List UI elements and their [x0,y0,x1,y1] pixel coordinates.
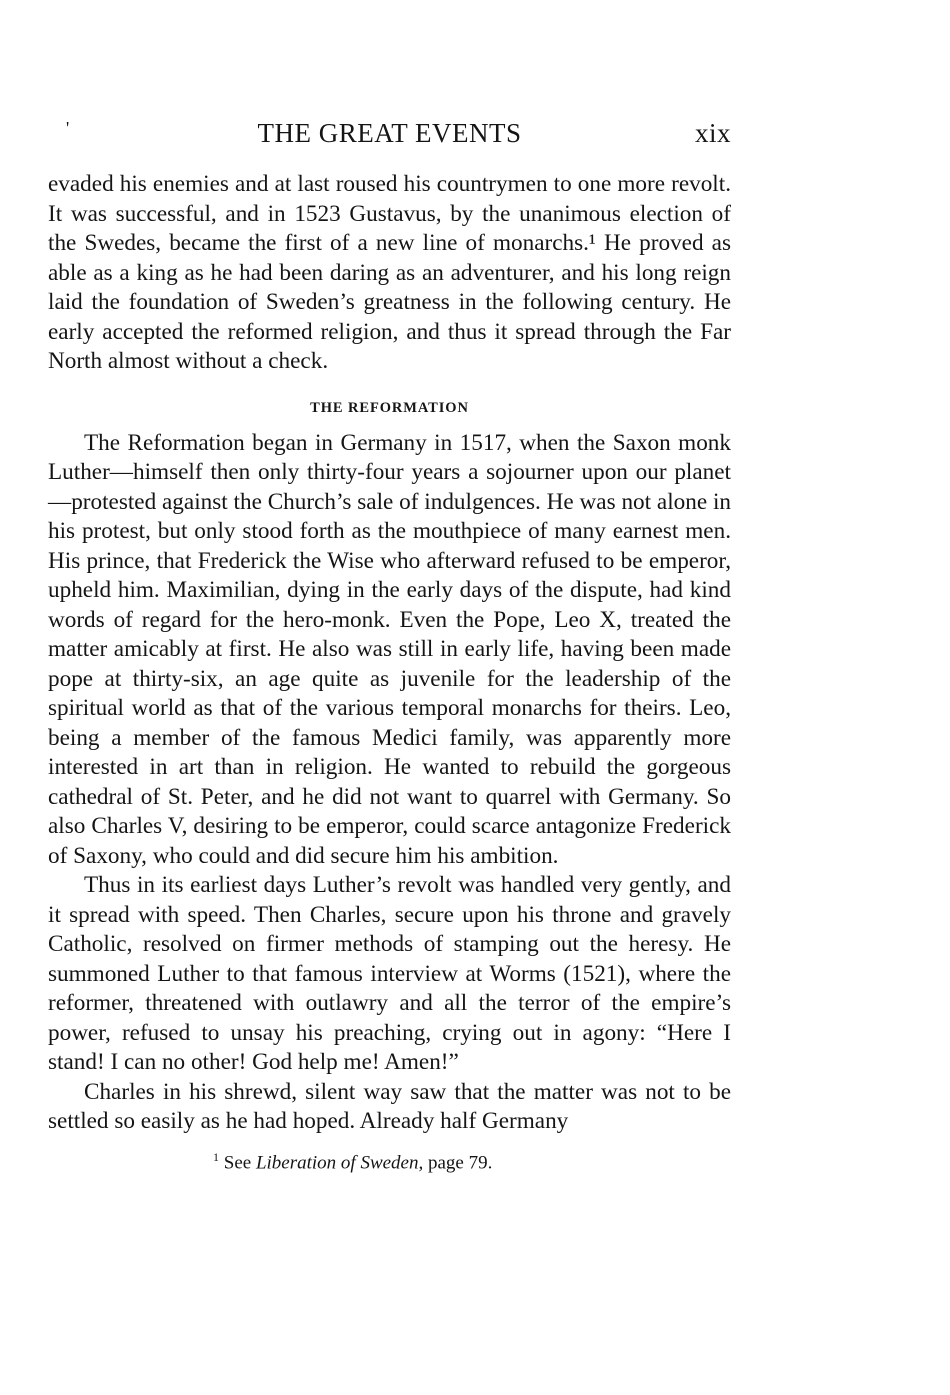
paragraph-gustavus: evaded his enemies and at last roused his countrymen to one more revolt. It was successful, and in 1523 Gustavus, by the unanimous election of the Swedes, became the first of a new line of monarchs.¹ He proved as able as a king as he had been daring as an adventurer, and his long reign laid the foundation of Sweden’s greatness in the following century. He early accepted the reformed religion, and thus it spread through the Far North almost without a check. [48,171,731,374]
footnote-marker: 1 [213,1149,219,1164]
paragraph-charles-shrewd: Charles in his shrewd, silent way saw that the matter was not to be settled so easily as he had hoped. Already half Germany [48,1078,731,1134]
running-head [48,118,731,154]
page-number: xix [694,118,731,148]
body-text [48,170,731,1137]
book-page [48,118,731,1175]
footnote [48,1145,731,1175]
footnote-prefix: See [223,1151,252,1173]
page-title: THE GREAT EVENTS [257,118,522,148]
margin-mark: ' [66,118,70,138]
paragraph-reformation-began: The Reformation began in Germany in 1517, when the Saxon monk Luther—himself then only thirty-four years a sojourner upon our planet—protested against the Church’s sale of indulgences. He was not alone in his protest, but only stood forth as the mouthpiece of many earnest men. His prince, that Frederick the Wise who afterward refused to be emperor, upheld him. Maximilian, dying in the early days of the dispute, had kind words of regard for the hero-monk. Even the Pope, Leo X, treated the matter amicably at first. He also was still in early life, having been made pope at thirty-six, an age quite as juvenile for the leadership of the spiritual world as that of the various temporal monarchs for theirs. Leo, being a member of the famous Medici family, was apparently more interested in art than in religion. He wanted to rebuild the gorgeous cathedral of St. Peter, and he did not want to quarrel with Germany. So also Charles V, desiring to be emperor, could scarce antagonize Frederick of Saxony, who could and did secure him his ambition. [48,429,731,869]
section-heading: THE REFORMATION [310,399,469,416]
paragraph-luther-revolt: Thus in its earliest days Luther’s revolt was handled very gently, and it spread with speed. Then Charles, secure upon his throne and gravely Catholic, resolved on firmer methods of stamping out the heresy. He summoned Luther to that famous interview at Worms (1521), where the reformer, threatened with outlawry and all the terror of the empire’s power, refused to unsay his preaching, crying out in agony: “Here I stand! I can no other! God help me! Amen!” [48,872,731,1075]
footnote-title: Liberation of Sweden, [255,1151,424,1173]
footnote-suffix: page 79. [428,1151,493,1173]
